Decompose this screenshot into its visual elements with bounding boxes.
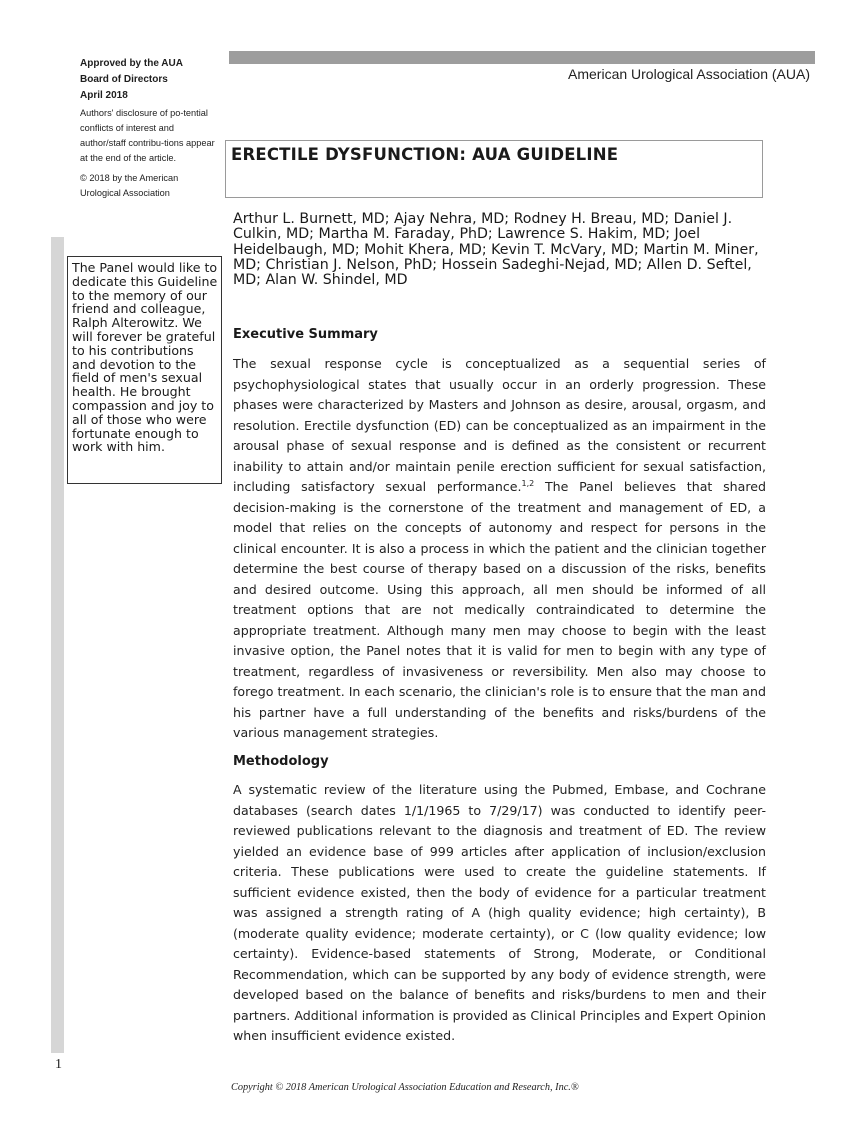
organization-name: American Urological Association (AUA)	[568, 66, 810, 82]
approval-line-1: Approved by the AUA	[80, 58, 183, 69]
sidebar-bar	[51, 237, 64, 1053]
approval-copyright: © 2018 by the American Urological Association	[80, 173, 179, 198]
disclosure-note: Authors' disclosure of po-tential conflicts of interest and author/staff contribu-tions appear at the end of the article.	[80, 108, 215, 163]
methodology-text: A systematic review of the literature using the Pubmed, Embase, and Cochrane databases (search dates 1/1/1965 to 7/29/17) was conducted to identify peer-reviewed publications relevant to the diagnosis and treatment of ED. The review yielded an evidence base of 999 articles after application of inclusion/exclusion criteria. These publications were used to create the guideline statements. If sufficient evidence existed, then the body of evidence for a particular treatment was assigned a strength rating of A (high quality evidence; high certainty), B (moderate quality evidence; moderate certainty), or C (low quality evidence; low certainty). Evidence-based statements of Strong, Moderate, or Conditional Recommendation, which can be supported by any body of evidence strength, were developed based on the balance of benefits and risks/burdens to men and their partners. Additional information is provided as Clinical Principles and Expert Opinion when insufficient evidence existed.	[233, 782, 766, 1043]
approval-line-2: Board of Directors	[80, 74, 168, 85]
footer-copyright: Copyright © 2018 American Urological Association Education and Research, Inc.®	[231, 1082, 579, 1093]
page-title: ERECTILE DYSFUNCTION: AUA GUIDELINE	[231, 145, 619, 164]
executive-summary-text	[233, 354, 766, 744]
author-list: Arthur L. Burnett, MD; Ajay Nehra, MD; Rodney H. Breau, MD; Daniel J. Culkin, MD; Martha M. Faraday, PhD; Lawrence S. Hakim, MD; Joel Heidelbaugh, MD; Mohit Khera, MD; Kevin T. McVary, MD; Martin M. Miner, MD; Christian J. Nelson, PhD; Hossein Sadeghi-Nejad, MD; Allen D. Seftel, MD; Alan W. Shindel, MD	[233, 211, 759, 289]
approval-date: April 2018	[80, 90, 128, 101]
citation: 1,2	[521, 478, 535, 488]
title-box	[225, 140, 763, 198]
methodology-heading: Methodology	[233, 754, 329, 769]
executive-summary-text-part1: The sexual response cycle is conceptualized as a sequential series of psychophysiological states that usually occur in an orderly progression. These phases were characterized by Masters and Johnson as desire, arousal, orgasm, and resolution. Erectile dysfunction (ED) can be conceptualized as an impairment in the arousal phase of sexual response and is defined as the consistent or recurrent inability to attain and/or maintain penile erection sufficient for sexual satisfaction, including satisfactory sexual performance.	[233, 356, 766, 494]
executive-summary-heading: Executive Summary	[233, 327, 378, 342]
dedication-box: The Panel would like to dedicate this Guideline to the memory of our friend and colleague, Ralph Alterowitz. We will forever be grateful to his contributions and devotion to the field of men's sexual health. He brought compassion and joy to all of those who were fortunate enough to work with him.	[67, 256, 222, 484]
executive-summary-text-part2: The Panel believes that shared decision-making is the cornerstone of the treatment and management of ED, a model that relies on the concepts of autonomy and respect for persons in the clinical encounter. It is also a process in which the patient and the clinician together determine the best course of therapy based on a discussion of the risks, benefits and desired outcome. Using this approach, all men should be informed of all treatment options that are not medically contraindicated to determine the appropriate treatment. Although many men may choose to begin with the least invasive option, the Panel notes that it is valid for men to begin with any type of treatment, regardless of invasiveness or reversibility. Men also may choose to forego treatment. In each scenario, the clinician's role is to ensure that the man and his partner have a full understanding of the benefits and risks/burdens of the various management strategies.	[233, 479, 766, 740]
approval-block	[80, 56, 220, 201]
header-bar	[229, 51, 815, 64]
page-number: 1	[55, 1057, 62, 1072]
